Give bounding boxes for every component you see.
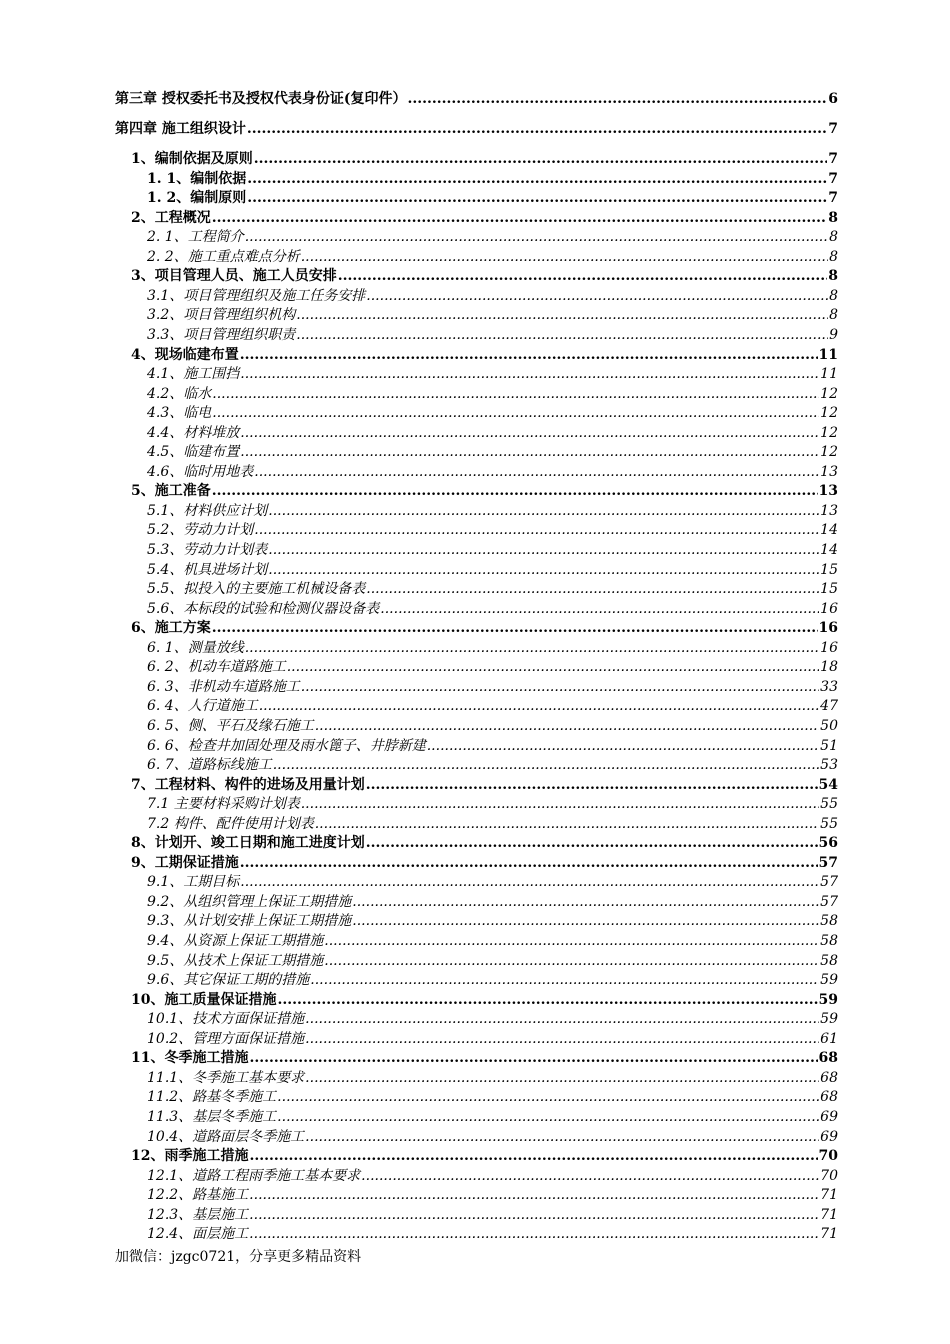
toc-dot-leader [366, 834, 818, 853]
toc-entry[interactable] [115, 639, 838, 658]
toc-entry[interactable] [115, 1088, 838, 1107]
toc-entry-title: 6、施工方案 [131, 620, 211, 637]
toc-entry-title: 3、项目管理人员、施工人员安排 [131, 268, 337, 285]
toc-entry-title: 9.2、从组织管理上保证工期措施 [147, 893, 352, 910]
toc-dot-leader [240, 346, 818, 365]
toc-dot-leader [240, 365, 819, 384]
toc-entry-page: 69 [820, 1128, 838, 1145]
toc-entry-title: 9.4、从资源上保证工期措施 [147, 933, 324, 949]
toc-entry-title: 5.5、拟投入的主要施工机械设备表 [147, 581, 366, 598]
toc-entry-page: 12 [820, 385, 838, 402]
toc-entry-title: 4.6、临时用地表 [147, 463, 254, 480]
toc-entry-page: 16 [820, 600, 838, 617]
toc-entry[interactable] [115, 404, 838, 423]
toc-entry[interactable] [115, 971, 838, 990]
toc-entry-page: 16 [820, 639, 838, 656]
toc-entry[interactable] [115, 619, 838, 638]
toc-entry[interactable] [115, 170, 838, 189]
toc-entry[interactable] [115, 424, 838, 443]
toc-dot-leader [366, 580, 819, 599]
toc-entry-page: 70 [820, 1167, 838, 1184]
toc-entry-title: 10.1、技术方面保证措施 [147, 1011, 305, 1028]
toc-entry-page: 13 [818, 483, 838, 500]
toc-entry-page: 15 [820, 561, 838, 578]
toc-dot-leader [287, 658, 819, 677]
toc-dot-leader [305, 1128, 819, 1147]
toc-dot-leader [310, 971, 819, 990]
toc-entry-page: 7 [828, 170, 838, 187]
toc-entry-title: 5.4、机具进场计划 [147, 561, 268, 578]
toc-entry[interactable] [115, 189, 838, 208]
toc-dot-leader [427, 737, 819, 756]
toc-entry-title: 4.3、临电 [147, 405, 212, 422]
toc-entry-title: 10.4、道路面层冬季施工 [147, 1128, 305, 1145]
toc-dot-leader [268, 541, 819, 560]
toc-entry-page: 12 [820, 424, 838, 441]
toc-dot-leader [254, 521, 819, 540]
toc-entry[interactable] [115, 1030, 838, 1049]
toc-entry-page: 57 [818, 854, 838, 871]
toc-entry-title: 第四章 施工组织设计 [115, 121, 246, 137]
toc-entry[interactable] [115, 854, 838, 873]
toc-entry[interactable] [115, 795, 838, 814]
toc-dot-leader [245, 228, 828, 247]
toc-entry-page: 8 [828, 268, 838, 285]
toc-entry[interactable] [115, 1147, 838, 1166]
toc-dot-leader [315, 815, 819, 834]
toc-entry-page: 56 [818, 835, 838, 852]
toc-dot-leader [296, 326, 828, 345]
toc-entry-title: 12.3、基层施工 [147, 1206, 249, 1223]
toc-dot-leader [380, 600, 819, 619]
toc-entry-page: 8 [829, 287, 838, 304]
toc-entry-page: 55 [820, 796, 838, 813]
footer-note: 加微信：jzgc0721，分享更多精品资料 [115, 1249, 362, 1265]
toc-entry-title: 12.2、路基施工 [147, 1187, 249, 1204]
toc-entry-page: 68 [820, 1089, 838, 1106]
toc-entry-title: 5.1、材料供应计划 [147, 502, 268, 519]
toc-entry-title: 9.1、工期目标 [147, 874, 240, 891]
toc-entry-page: 7 [828, 190, 838, 207]
toc-entry[interactable] [115, 1128, 838, 1147]
toc-entry-title: 6. 4、人行道施工 [147, 698, 258, 715]
toc-dot-leader [212, 404, 819, 423]
toc-dot-leader [240, 854, 818, 873]
toc-entry-title: 9.5、从技术上保证工期措施 [147, 952, 324, 969]
toc-entry[interactable] [115, 541, 838, 560]
toc-entry-page: 14 [820, 542, 838, 558]
toc-dot-leader [212, 209, 828, 228]
toc-entry-title: 6. 7、道路标线施工 [147, 757, 272, 774]
toc-entry-title: 4、现场临建布置 [131, 346, 239, 363]
toc-entry-page: 8 [828, 209, 838, 226]
toc-dot-leader [305, 1010, 819, 1029]
toc-entry-page: 12 [820, 444, 838, 461]
toc-entry-title: 6. 5、侧、平石及缘石施工 [147, 717, 314, 734]
toc-entry[interactable] [115, 1108, 838, 1127]
toc-dot-leader [301, 795, 819, 814]
toc-entry-title: 7.1 主要材料采购计划表 [147, 796, 300, 813]
toc-entry-title: 9、工期保证措施 [131, 854, 239, 871]
toc-entry[interactable] [115, 482, 838, 501]
toc-dot-leader [338, 267, 828, 286]
toc-dot-leader [268, 502, 819, 521]
toc-entry-page: 15 [820, 581, 838, 598]
toc-entry-title: 1. 1、编制依据 [147, 170, 247, 187]
toc-dot-leader [212, 385, 819, 404]
toc-entry[interactable] [115, 1049, 838, 1068]
toc-entry-page: 8 [829, 229, 838, 246]
toc-entry[interactable] [115, 209, 838, 228]
toc-dot-leader [352, 893, 819, 912]
toc-entry-page: 54 [818, 776, 838, 793]
toc-entry-page: 12 [820, 405, 838, 422]
toc-entry-title: 10.2、管理方面保证措施 [147, 1030, 305, 1047]
toc-dot-leader [352, 912, 819, 931]
toc-dot-leader [277, 991, 817, 1010]
toc-entry[interactable] [115, 326, 838, 345]
toc-entry-page: 51 [820, 737, 838, 754]
toc-entry-page: 47 [820, 698, 838, 715]
toc-dot-leader [324, 932, 819, 951]
toc-entry[interactable] [115, 932, 838, 951]
toc-entry-page: 18 [820, 659, 838, 676]
toc-dot-leader [249, 1206, 819, 1225]
toc-entry-title: 4.4、材料堆放 [147, 424, 240, 441]
toc-entry-page: 59 [818, 991, 838, 1008]
toc-dot-leader [296, 306, 828, 325]
toc-entry[interactable] [115, 678, 838, 697]
toc-entry[interactable] [115, 385, 838, 404]
toc-entry-page: 71 [820, 1226, 838, 1243]
toc-entry-title: 6. 3、非机动车道路施工 [147, 678, 300, 695]
toc-entry[interactable] [115, 717, 838, 736]
toc-dot-leader [366, 287, 828, 306]
toc-dot-leader [212, 482, 818, 501]
toc-entry[interactable] [115, 365, 838, 384]
toc-entry[interactable] [115, 1010, 838, 1029]
toc-entry-page: 33 [820, 678, 838, 695]
toc-entry-title: 5.6、本标段的试验和检测仪器设备表 [147, 600, 380, 617]
toc-entry[interactable] [115, 991, 838, 1010]
toc-entry-title: 8、计划开、竣工日期和施工进度计划 [131, 835, 365, 852]
toc-entry-page: 71 [820, 1206, 838, 1223]
toc-entry-page: 57 [820, 874, 838, 891]
toc-entry-title: 7.2 构件、配件使用计划表 [147, 815, 314, 832]
toc-entry[interactable] [115, 463, 838, 482]
toc-dot-leader [254, 463, 819, 482]
toc-entry-title: 3.2、项目管理组织机构 [147, 307, 296, 324]
toc-entry-title: 3.1、项目管理组织及施工任务安排 [147, 287, 366, 304]
toc-entry[interactable] [115, 443, 838, 462]
toc-entry-page: 14 [820, 522, 838, 539]
toc-entry[interactable] [115, 756, 838, 775]
toc-dot-leader [301, 678, 819, 697]
toc-entry-page: 6 [828, 91, 838, 107]
toc-entry[interactable] [115, 287, 838, 306]
toc-dot-leader [277, 1088, 819, 1107]
toc-entry-title: 6. 2、机动车道路施工 [147, 659, 286, 676]
toc-entry-page: 53 [820, 757, 838, 774]
toc-entry-page: 69 [820, 1108, 838, 1125]
toc-entry[interactable] [115, 580, 838, 599]
toc-entry[interactable] [115, 1225, 838, 1244]
toc-entry[interactable] [115, 150, 838, 169]
toc-entry-title: 11.2、路基冬季施工 [147, 1089, 277, 1106]
toc-dot-leader [249, 1049, 817, 1068]
toc-entry[interactable] [115, 502, 838, 521]
toc-entry-page: 58 [820, 933, 838, 949]
toc-entry-title: 4.5、临建布置 [147, 444, 240, 461]
toc-dot-leader [247, 120, 827, 139]
toc-entry-title: 9.3、从计划安排上保证工期措施 [147, 913, 352, 930]
toc-entry-title: 9.6、其它保证工期的措施 [147, 972, 310, 989]
toc-dot-leader [249, 1147, 817, 1166]
toc-entry-page: 57 [820, 893, 838, 910]
toc-entry-page: 13 [820, 463, 838, 480]
toc-entry-title: 11.3、基层冬季施工 [147, 1108, 277, 1125]
toc-entry-page: 58 [820, 952, 838, 969]
toc-entry-title: 5.3、劳动力计划表 [147, 542, 268, 558]
toc-dot-leader [240, 424, 819, 443]
toc-entry-page: 55 [820, 815, 838, 832]
toc-entry-title: 5.2、劳动力计划 [147, 522, 254, 539]
toc-dot-leader [315, 717, 819, 736]
toc-entry[interactable] [115, 1167, 838, 1186]
toc-entry[interactable] [115, 1206, 838, 1225]
toc-dot-leader [247, 170, 827, 189]
toc-entry-page: 8 [829, 248, 838, 265]
toc-entry[interactable] [115, 658, 838, 677]
toc-entry[interactable] [115, 893, 838, 912]
toc-entry-page: 16 [818, 620, 838, 637]
toc-dot-leader [268, 561, 819, 580]
toc-entry-title: 2. 1、工程简介 [147, 229, 244, 246]
toc-entry-title: 第三章 授权委托书及授权代表身份证(复印件） [115, 91, 407, 107]
toc-dot-leader [259, 697, 819, 716]
toc-dot-leader [273, 756, 819, 775]
toc-entry-page: 8 [829, 307, 838, 324]
toc-entry-title: 2. 2、施工重点难点分析 [147, 248, 300, 265]
toc-entry-title: 3.3、项目管理组织职责 [147, 326, 296, 343]
toc-entry[interactable] [115, 306, 838, 325]
toc-entry-title: 6. 6、检查井加固处理及雨水篦子、井脖新建 [147, 737, 426, 754]
toc-entry-page: 11 [818, 346, 838, 363]
toc-dot-leader [408, 90, 828, 109]
toc-entry[interactable] [115, 600, 838, 619]
toc-entry-title: 12.1、道路工程雨季施工基本要求 [147, 1167, 361, 1184]
toc-entry-page: 7 [828, 121, 838, 137]
toc-entry-page: 68 [820, 1069, 838, 1086]
toc-entry-title: 10、施工质量保证措施 [131, 991, 277, 1008]
toc-entry[interactable] [115, 912, 838, 931]
toc-entry[interactable] [115, 228, 838, 247]
toc-entry-page: 50 [820, 717, 838, 734]
toc-entry[interactable] [115, 561, 838, 580]
toc-entry-page: 68 [818, 1050, 838, 1067]
toc-entry-page: 59 [820, 972, 838, 989]
toc-entry[interactable] [115, 776, 838, 795]
toc-dot-leader [254, 150, 828, 169]
toc-entry[interactable] [115, 120, 838, 139]
toc-dot-leader [305, 1069, 819, 1088]
toc-dot-leader [240, 443, 819, 462]
toc-entry[interactable] [115, 521, 838, 540]
toc-dot-leader [305, 1030, 819, 1049]
toc-entry-page: 13 [820, 502, 838, 519]
toc-entry-title: 12.4、面层施工 [147, 1226, 249, 1243]
toc-dot-leader [249, 1186, 819, 1205]
toc-entry-title: 6. 1、测量放线 [147, 639, 244, 656]
toc-entry-page: 61 [820, 1030, 838, 1047]
toc-dot-leader [249, 1225, 819, 1244]
toc-entry[interactable] [115, 346, 838, 365]
toc-entry-page: 11 [820, 366, 838, 383]
toc-entry-title: 1. 2、编制原则 [147, 190, 247, 207]
toc-entry-page: 59 [820, 1011, 838, 1028]
toc-entry-title: 7、工程材料、构件的进场及用量计划 [131, 776, 365, 793]
toc-entry[interactable] [115, 1186, 838, 1205]
toc-entry-title: 4.2、临水 [147, 385, 212, 402]
toc-dot-leader [247, 189, 827, 208]
toc-entry[interactable] [115, 873, 838, 892]
toc-dot-leader [301, 248, 828, 267]
toc-entry[interactable] [115, 697, 838, 716]
toc-entry[interactable] [115, 248, 838, 267]
toc-entry-page: 71 [820, 1187, 838, 1204]
toc-dot-leader [245, 639, 819, 658]
toc-entry-title: 4.1、施工围挡 [147, 366, 240, 383]
toc-dot-leader [277, 1108, 819, 1127]
toc-entry-title: 2、工程概况 [131, 209, 211, 226]
toc-entry[interactable] [115, 815, 838, 834]
toc-entry-title: 5、施工准备 [131, 483, 211, 500]
toc-dot-leader [366, 776, 818, 795]
toc-entry-title: 11.1、冬季施工基本要求 [147, 1069, 305, 1086]
toc-dot-leader [212, 619, 818, 638]
toc-entry-title: 1、编制依据及原则 [131, 151, 253, 167]
toc-entry[interactable] [115, 952, 838, 971]
toc-entry[interactable] [115, 737, 838, 756]
toc-entry-title: 12、雨季施工措施 [131, 1148, 249, 1165]
toc-entry-page: 9 [829, 326, 838, 343]
toc-dot-leader [361, 1167, 819, 1186]
toc-entry[interactable] [115, 1069, 838, 1088]
toc-entry[interactable] [115, 267, 838, 286]
toc-entry-title: 11、冬季施工措施 [131, 1050, 249, 1067]
toc-entry-page: 70 [818, 1148, 838, 1165]
toc-dot-leader [240, 873, 819, 892]
toc-entry-page: 58 [820, 913, 838, 930]
toc-entry[interactable] [115, 834, 838, 853]
toc-entry-page: 7 [828, 151, 838, 167]
toc-entry[interactable] [115, 90, 838, 109]
toc-dot-leader [324, 952, 819, 971]
